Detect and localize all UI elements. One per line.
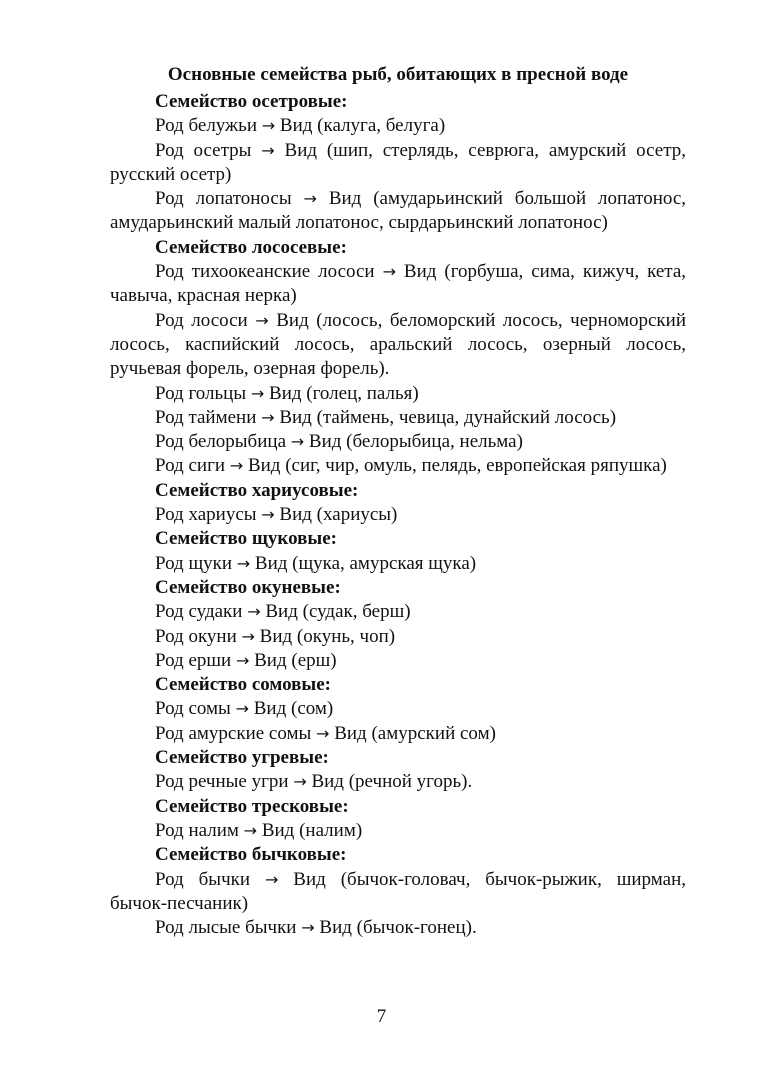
arrow-icon: → bbox=[235, 699, 249, 719]
species-list: Вид (сом) bbox=[253, 698, 334, 720]
arrow-icon: → bbox=[250, 383, 265, 403]
arrow-icon: → bbox=[255, 310, 269, 330]
genus-entry bbox=[110, 406, 686, 430]
document-page bbox=[110, 60, 686, 940]
genus-name: Род белужьи bbox=[155, 115, 258, 137]
genus-name: Род судаки bbox=[155, 601, 243, 623]
genus-name: Род лысые бычки bbox=[155, 917, 297, 939]
genus-entry bbox=[110, 503, 686, 527]
family-heading: Семейство окуневые: bbox=[155, 576, 341, 598]
genus-name: Род щуки bbox=[155, 552, 232, 574]
genus-entry bbox=[110, 454, 686, 478]
arrow-icon: → bbox=[229, 456, 244, 476]
genus-entry bbox=[110, 916, 686, 940]
species-list: Вид (речной угорь). bbox=[311, 771, 473, 793]
genus-entry bbox=[110, 625, 686, 649]
species-list: Вид (лосось, беломорский лосось, черноморский лосось, каспийский лосось, аральский лосось, озерный лосось, ручьевая форель, озерная форель). bbox=[110, 309, 686, 380]
family-heading: Семейство бычковые: bbox=[155, 844, 347, 866]
species-list: Вид (голец, палья) bbox=[269, 382, 419, 404]
genus-name: Род сиги bbox=[155, 455, 226, 477]
arrow-icon: → bbox=[264, 869, 279, 889]
arrow-icon: → bbox=[235, 650, 250, 670]
family-heading: Семейство тресковые: bbox=[155, 795, 349, 817]
genus-entry bbox=[110, 819, 686, 843]
species-list: Вид (щука, амурская щука) bbox=[254, 552, 477, 574]
arrow-icon: → bbox=[261, 116, 276, 136]
species-list: Вид (шип, стерлядь, севрюга, амурский осетр, русский осетр) bbox=[110, 139, 687, 185]
family-heading: Семейство угревые: bbox=[155, 747, 329, 769]
genus-name: Род хариусы bbox=[155, 504, 257, 526]
species-list: Вид (ерш) bbox=[254, 649, 337, 671]
family-heading: Семейство хариусовые: bbox=[155, 479, 359, 501]
genus-name: Род тихоокеанские лососи bbox=[155, 261, 375, 283]
species-list: Вид (амурский сом) bbox=[334, 722, 496, 744]
genus-entry bbox=[110, 649, 686, 673]
species-list: Вид (бычок-головач, бычок-рыжик, ширман, бычок-песчаник) bbox=[110, 868, 687, 914]
page-number: 7 bbox=[376, 1006, 387, 1027]
arrow-icon: → bbox=[290, 432, 305, 452]
genus-name: Род осетры bbox=[155, 139, 252, 161]
arrow-icon: → bbox=[293, 772, 307, 792]
genus-entry bbox=[110, 139, 686, 188]
species-list: Вид (сиг, чир, омуль, пелядь, европейская ряпушка) bbox=[247, 455, 667, 477]
genus-entry bbox=[110, 770, 686, 794]
species-list: Вид (калуга, белуга) bbox=[279, 115, 446, 137]
species-list: Вид (амударьинский большой лопатонос, амударьинский малый лопатонос, сырдарьинский лопатонос) bbox=[110, 188, 687, 234]
genus-name: Род ерши bbox=[155, 649, 232, 671]
genus-entry bbox=[110, 114, 686, 138]
arrow-icon: → bbox=[261, 407, 275, 427]
family-heading: Семейство сомовые: bbox=[155, 674, 332, 696]
arrow-icon: → bbox=[303, 189, 317, 209]
genus-entry bbox=[110, 260, 686, 309]
arrow-icon: → bbox=[247, 602, 261, 622]
genus-entry bbox=[110, 382, 686, 406]
genus-entry bbox=[110, 722, 686, 746]
species-list: Вид (бычок-гонец). bbox=[319, 917, 477, 939]
genus-name: Род таймени bbox=[155, 406, 257, 428]
genus-name: Род окуни bbox=[155, 625, 237, 647]
genus-name: Род сомы bbox=[155, 698, 231, 720]
arrow-icon: → bbox=[236, 553, 251, 573]
genus-entry bbox=[110, 309, 686, 382]
species-list: Вид (судак, берш) bbox=[265, 601, 411, 623]
genus-name: Род белорыбица bbox=[155, 431, 286, 453]
genus-entry bbox=[110, 868, 686, 917]
family-heading: Семейство лососевые: bbox=[155, 236, 347, 258]
genus-entry bbox=[110, 187, 686, 236]
species-list: Вид (налим) bbox=[261, 819, 363, 841]
arrow-icon: → bbox=[316, 723, 330, 743]
arrow-icon: → bbox=[241, 626, 255, 646]
arrow-icon: → bbox=[382, 262, 396, 282]
genus-name: Род гольцы bbox=[155, 382, 247, 404]
genus-name: Род амурские сомы bbox=[155, 722, 312, 744]
arrow-icon: → bbox=[243, 820, 258, 840]
species-list: Вид (окунь, чоп) bbox=[259, 625, 396, 647]
genus-entry bbox=[110, 697, 686, 721]
genus-name: Род лопатоносы bbox=[155, 188, 292, 210]
species-list: Вид (хариусы) bbox=[279, 504, 398, 526]
species-list: Вид (горбуша, сима, кижуч, кета, чавыча, красная нерка) bbox=[110, 261, 687, 307]
genus-name: Род бычки bbox=[155, 868, 251, 890]
genus-name: Род налим bbox=[155, 819, 239, 841]
species-list: Вид (таймень, чевица, дунайский лосось) bbox=[279, 406, 617, 428]
page-title: Основные семейства рыб, обитающих в пресной воде bbox=[167, 64, 629, 85]
genus-name: Род лососи bbox=[155, 309, 248, 331]
arrow-icon: → bbox=[261, 505, 275, 525]
genus-entry bbox=[110, 430, 686, 454]
genus-entry bbox=[110, 552, 686, 576]
family-list bbox=[110, 90, 686, 940]
genus-name: Род речные угри bbox=[155, 771, 289, 793]
arrow-icon: → bbox=[301, 918, 315, 938]
arrow-icon: → bbox=[261, 140, 275, 160]
family-heading: Семейство щуковые: bbox=[155, 528, 337, 550]
genus-entry bbox=[110, 600, 686, 624]
species-list: Вид (белорыбица, нельма) bbox=[308, 431, 523, 453]
family-heading: Семейство осетровые: bbox=[155, 91, 348, 112]
